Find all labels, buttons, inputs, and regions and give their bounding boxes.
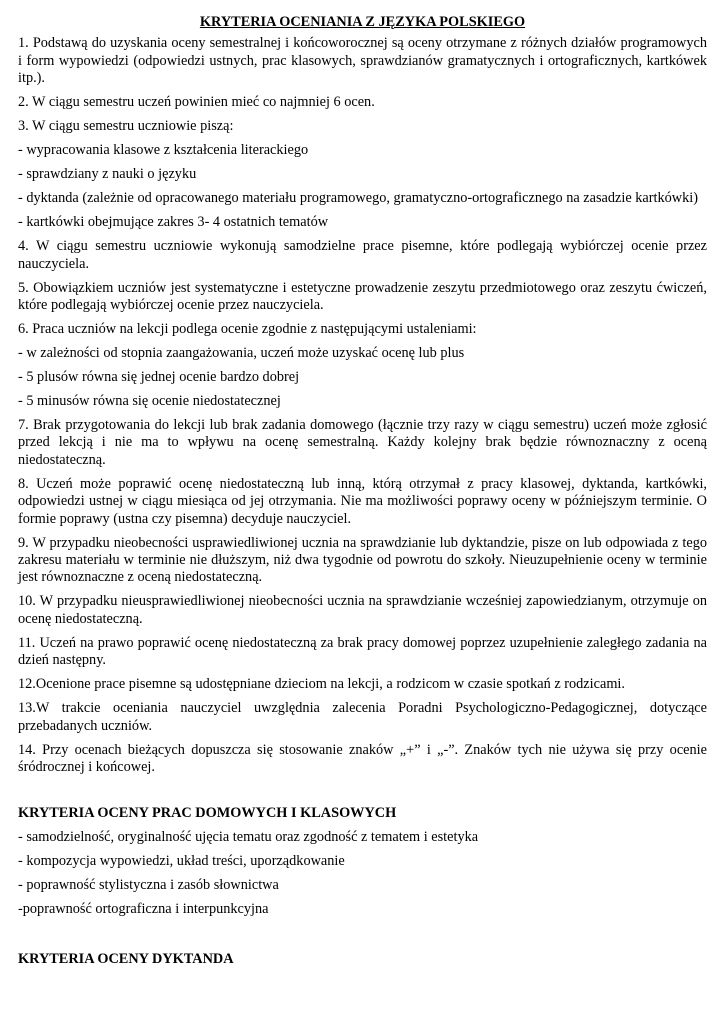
document-page (18, 14, 707, 975)
paragraph-13: 13.W trakcie oceniania nauczyciel uwzględnia zalecenia Poradni Psychologiczno-Pedagogicznej, dotyczące przebadanych uczniów. (18, 700, 707, 734)
paragraph-3: 3. W ciągu semestru uczniowie piszą: (18, 118, 234, 135)
paragraph-7: 7. Brak przygotowania do lekcji lub brak zadania domowego (łącznie trzy razy w ciągu semestru) uczeń może zgłosić przed lekcją i nie ma to wpływu na ocenę semestralną. Każdy kolejny brak będzie równoznaczny z oceną niedostateczną. (18, 417, 707, 468)
paragraph-5: 5. Obowiązkiem uczniów jest systematyczne i estetyczne prowadzenie zeszytu przedmiotowego oraz zeszytu ćwiczeń, które podlegają wybiórczej ocenie przez nauczyciela. (18, 279, 707, 314)
paragraph-1: 1. Podstawą do uzyskania oceny semestralnej i końcoworocznej są oceny otrzymane z różnych działów programowych i form wypowiedzi (odpowiedzi ustnych, prac klasowych, sprawdzianów gramatycznych i ortograficznych, kartkówek itp.). (18, 35, 707, 87)
paragraph-8: 8. Uczeń może poprawić ocenę niedostateczną lub inną, którą otrzymał z pracy klasowej, dyktanda, kartkówki, odpowiedzi ustnej w ciągu miesiąca od jej otrzymania. Nie ma możliwości poprawy oceny w późniejszym terminie. O formie poprawy (ustna czy pisemna) decyduje nauczyciel. (18, 475, 707, 527)
paragraph-12: 12.Ocenione prace pisemne są udostępniane dzieciom na lekcji, a rodzicom w czasie spotkań z rodzicami. (18, 676, 625, 693)
paragraph-11: 11. Uczeń na prawo poprawić ocenę niedostateczną za brak pracy domowej poprzez uzupełnienie zaległego zadania na dzień następny. (18, 634, 707, 669)
list-item-engagement: - w zależności od stopnia zaangażowania, uczeń może uzyskać ocenę lub plus (18, 345, 465, 362)
criteria-item-composition: - kompozycja wypowiedzi, układ treści, uporządkowanie (18, 852, 345, 869)
criteria-item-originality: - samodzielność, oryginalność ujęcia tematu oraz zgodność z tematem i estetyka (18, 828, 479, 845)
criteria-item-orthography: -poprawność ortograficzna i interpunkcyjna (18, 900, 269, 917)
criteria-item-style: - poprawność stylistyczna i zasób słownictwa (18, 876, 279, 893)
list-item-quizzes: - kartkówki obejmujące zakres 3- 4 ostatnich tematów (18, 214, 329, 231)
document-title: KRYTERIA OCENIANIA Z JĘZYKA POLSKIEGO (199, 14, 526, 30)
list-item-dictations: - dyktanda (zależnie od opracowanego materiału programowego, gramatyczno-ortograficznego na zasadzie kartkówki) (18, 190, 698, 207)
paragraph-10: 10. W przypadku nieusprawiedliwionej nieobecności ucznia na sprawdzianie wcześniej zapowiedzianym, otrzymuje on ocenę niedostateczną. (18, 593, 707, 627)
paragraph-6: 6. Praca uczniów na lekcji podlega ocenie zgodnie z następującymi ustaleniami: (18, 321, 477, 338)
list-item-essays: - wypracowania klasowe z kształcenia literackiego (18, 142, 309, 159)
list-item-minus-rule: - 5 minusów równa się ocenie niedostatecznej (18, 393, 281, 410)
section-heading-dictation: KRYTERIA OCENY DYKTANDA (18, 950, 234, 967)
paragraph-2: 2. W ciągu semestru uczeń powinien mieć co najmniej 6 ocen. (18, 94, 375, 111)
list-item-language-tests: - sprawdziany z nauki o języku (18, 166, 197, 183)
paragraph-14: 14. Przy ocenach bieżących dopuszcza się stosowanie znaków „+” i „-”. Znaków tych nie używa się przy ocenie śródrocznej i końcowej. (18, 741, 707, 776)
paragraph-4: 4. W ciągu semestru uczniowie wykonują samodzielne prace pisemne, które podlegają wybiórczej ocenie przez nauczyciela. (18, 238, 707, 272)
paragraph-9: 9. W przypadku nieobecności usprawiedliwionej ucznia na sprawdzianie lub dyktandzie, pisze on lub odpowiada z tego zakresu materiału w terminie nie dłuższym, niż dwa tygodnie od powrotu do szkoły. Nieuzupełnienie oceny w terminie jest równoznaczne z oceną niedostateczną. (18, 534, 707, 586)
list-item-plus-rule: - 5 plusów równa się jednej ocenie bardzo dobrej (18, 369, 300, 386)
section-heading-homework: KRYTERIA OCENY PRAC DOMOWYCH I KLASOWYCH (18, 804, 397, 821)
